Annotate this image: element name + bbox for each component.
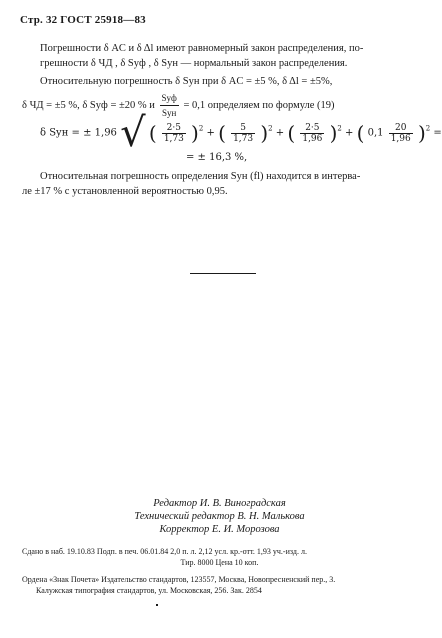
term4-num: 20 (389, 123, 413, 134)
paragraph-1-line-2: грешности δ ЧД , δ Syф , δ Syн — нормальный закон распределения. (40, 58, 348, 69)
paragraph-2-line-1: Относительную погрешность δ Syн при δ AC = ±5 %, δ Δl = ±5%, (40, 76, 333, 87)
term1-num: 2·5 (162, 123, 186, 134)
imprint-line-2: Тир. 8000 Цена 10 коп. (180, 558, 259, 567)
paragraph-1-line-1: Погрешности δ AC и δ Δl имеют равномерный закон распределения, по- (40, 43, 364, 54)
term3-fraction (300, 123, 324, 144)
paren-close-4: ) (417, 121, 426, 145)
paren-close-1: ) (191, 121, 199, 145)
term3-num: 2·5 (300, 123, 324, 134)
term1-fraction (162, 123, 186, 144)
term2-num: 5 (231, 123, 255, 134)
ratio-denominator: Syн (162, 108, 177, 118)
formula-equals: = (433, 127, 442, 139)
paren-open-3: ( (287, 121, 296, 145)
credits-editor: Редактор И. В. Виноградская (153, 498, 286, 509)
publisher-line-2: Калужская типография стандартов, ул. Московская, 256. Зак. 2854 (36, 586, 262, 595)
sqrt-icon: √ (120, 110, 146, 156)
exp-2: 2 (268, 124, 273, 133)
paren-open-2: ( (218, 121, 226, 145)
term2-fraction (231, 123, 255, 144)
exp-1: 2 (198, 124, 204, 133)
scan-dot (156, 604, 158, 606)
paren-open-1: ( (148, 121, 157, 145)
page-header: Стр. 32 ГОСТ 25918—83 (20, 14, 146, 26)
ratio-numerator: Syф (160, 91, 179, 106)
term3-den: 1,96 (302, 133, 323, 144)
formula-line: δ Syн = ± 1,96 √ ( $\frac{2\cdot 5}{1,73}$ )$^2$ + ( $\frac{5}{1,73}$ )$^2$ + ( $\frac{2\cdot 5}{1,96}$ )$^2$ + ( 0,1 $\frac{20}{1,96}$ )$^2$ = (40, 110, 442, 156)
paren-close-2: ) (260, 121, 269, 145)
paragraph-3-line-2: ле ±17 % с установленной вероятностью 0,95. (22, 186, 228, 197)
paragraph-3-line-1: Относительная погрешность определения Syн (fl) находится в интерва- (40, 171, 361, 182)
term4-den: 1,96 (390, 133, 411, 144)
formula-result: = ± 16,3 %, (186, 152, 248, 163)
credits-corrector: Корректор Е. И. Морозова (159, 524, 280, 535)
term4-fraction (389, 123, 413, 144)
section-divider (190, 273, 256, 274)
paragraph-2-line-2 (22, 91, 335, 120)
term1-den: 1,73 (163, 133, 184, 144)
ratio-fraction (160, 91, 179, 120)
paren-open-4: ( (356, 121, 365, 145)
exp-4: 2 (425, 124, 431, 133)
publisher-line-1: Ордена «Знак Почета» Издательство стандартов, 123557, Москва, Новопресненский пер., 3. (22, 575, 336, 584)
formula-lhs: δ Syн = ± 1,96 (40, 127, 117, 139)
term4-coefficient: 0,1 (367, 127, 384, 139)
paren-close-3: ) (329, 121, 338, 145)
paragraph-2-line-2-start: δ ЧД = ±5 %, δ Syф = ±20 % и (22, 99, 155, 111)
term2-den: 1,73 (233, 133, 254, 144)
paragraph-2-line-2-end: = 0,1 определяем по формуле (19) (183, 99, 335, 111)
exp-3: 2 (337, 124, 342, 133)
credits-tech-editor: Технический редактор В. Н. Малькова (134, 511, 305, 522)
imprint-line-1: Сдано в наб. 19.10.83 Подп. в печ. 06.01.84 2,0 п. л. 2,12 усл. кр.-отт. 1,93 уч.-изд. л. (22, 547, 307, 556)
